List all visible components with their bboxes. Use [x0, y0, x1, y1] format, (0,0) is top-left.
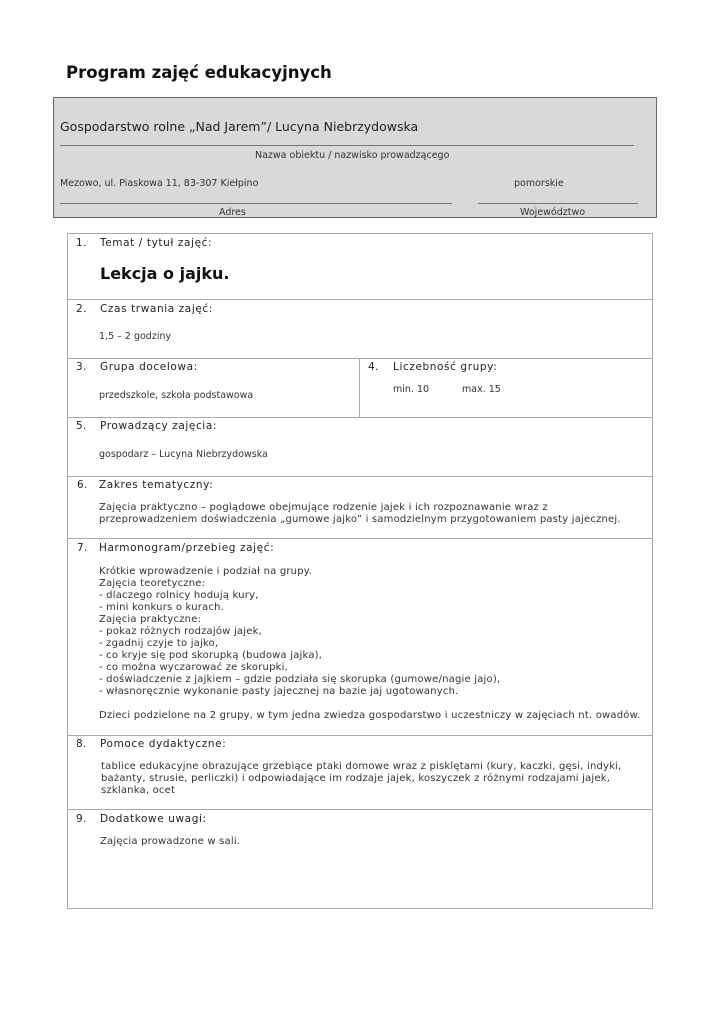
- schedule-item: - zgadnij czyje to jajko,: [99, 638, 219, 649]
- schedule-item: Zajęcia praktyczne:: [99, 614, 202, 625]
- schedule-item: - co kryje się pod skorupką (budowa jajka),: [99, 650, 323, 661]
- target-group-label: Grupa docelowa:: [100, 361, 198, 373]
- lesson-form: [67, 233, 653, 909]
- aids-label: Pomoce dydaktyczne:: [100, 738, 227, 750]
- schedule-label: Harmonogram/przebieg zajęć:: [99, 542, 275, 554]
- voivodeship-line: [478, 203, 638, 204]
- facility-name: Gospodarstwo rolne „Nad Jarem”/ Lucyna Niebrzydowska: [60, 119, 419, 134]
- remarks-value: Zajęcia prowadzone w sali.: [100, 836, 241, 847]
- section-5-number: 5.: [76, 420, 87, 432]
- section-4-number: 4.: [368, 361, 379, 373]
- facility-name-caption: Nazwa obiektu / nazwisko prowadzącego: [255, 150, 450, 161]
- leader-value: gospodarz – Lucyna Niebrzydowska: [99, 449, 268, 460]
- facility-header-box: [53, 97, 657, 218]
- schedule-item: - mini konkurs o kurach.: [99, 602, 224, 613]
- section-6-number: 6.: [77, 479, 88, 491]
- divider: [68, 735, 652, 736]
- aids-line: tablice edukacyjne obrazujące grzebiące ptaki domowe wraz z pisklętami (kury, kaczki, gęsi, indyki,: [101, 761, 622, 772]
- leader-label: Prowadzący zajęcia:: [100, 420, 217, 432]
- address-line: [60, 203, 452, 204]
- section-2-number: 2.: [76, 303, 87, 315]
- schedule-item: Zajęcia teoretyczne:: [99, 578, 206, 589]
- schedule-item: - własnoręcznie wykonanie pasty jajecznej na bazie jaj ugotowanych.: [99, 686, 459, 697]
- section-8-number: 8.: [76, 738, 87, 750]
- group-size-max: max. 15: [462, 384, 501, 395]
- scope-line: przeprowadzeniem doświadczenia „gumowe jajko” i samodzielnym przygotowaniem pasty jajecznej.: [99, 514, 621, 525]
- scope-text: [99, 502, 649, 526]
- schedule-item: - co można wyczarować ze skorupki,: [99, 662, 288, 673]
- facility-name-line: [60, 145, 634, 146]
- voivodeship: pomorskie: [514, 178, 564, 189]
- duration-label: Czas trwania zajęć:: [100, 303, 213, 315]
- remarks-label: Dodatkowe uwagi:: [100, 813, 207, 825]
- section-3-number: 3.: [76, 361, 87, 373]
- aids-text: [101, 761, 649, 797]
- divider: [68, 538, 652, 539]
- column-divider: [359, 358, 360, 417]
- divider: [68, 809, 652, 810]
- page-title: Program zajęć edukacyjnych: [66, 63, 332, 82]
- divider: [68, 299, 652, 300]
- schedule-note: Dzieci podzielone na 2 grupy, w tym jedna zwiedza gospodarstwo i uczestniczy w zajęciach nt. owadów.: [99, 710, 641, 721]
- divider: [68, 358, 652, 359]
- divider: [68, 417, 652, 418]
- target-group-value: przedszkole, szkoła podstawowa: [99, 390, 254, 401]
- aids-line: szklanka, ocet: [101, 785, 176, 796]
- section-1-number: 1.: [76, 237, 87, 249]
- divider: [68, 476, 652, 477]
- schedule-list: [99, 566, 649, 698]
- group-size-label: Liczebność grupy:: [393, 361, 498, 373]
- scope-label: Zakres tematyczny:: [99, 479, 214, 491]
- scope-line: Zajęcia praktyczno – poglądowe obejmujące rodzenie jajek i ich rozpoznawanie wraz z: [99, 502, 548, 513]
- duration-value: 1,5 – 2 godziny: [99, 331, 172, 342]
- section-7-number: 7.: [77, 542, 88, 554]
- schedule-item: - dlaczego rolnicy hodują kury,: [99, 590, 259, 601]
- section-9-number: 9.: [76, 813, 87, 825]
- schedule-item: - doświadczenie z jajkiem – gdzie podziała się skorupka (gumowe/nagie jajo),: [99, 674, 501, 685]
- group-size-min: min. 10: [393, 384, 430, 395]
- topic-label: Temat / tytuł zajęć:: [100, 237, 213, 249]
- schedule-item: Krótkie wprowadzenie i podział na grupy.: [99, 566, 312, 577]
- address: Mezowo, ul. Piaskowa 11, 83-307 Kiełpino: [60, 178, 259, 189]
- aids-line: bażanty, strusie, perliczki) i odpowiadające im rodzaje jajek, koszyczek z różnymi rodzajami jajek,: [101, 773, 611, 784]
- voivodeship-caption: Województwo: [520, 207, 586, 218]
- schedule-item: - pokaz różnych rodzajów jajek,: [99, 626, 262, 637]
- topic-value: Lekcja o jajku.: [100, 264, 230, 283]
- address-caption: Adres: [219, 207, 246, 218]
